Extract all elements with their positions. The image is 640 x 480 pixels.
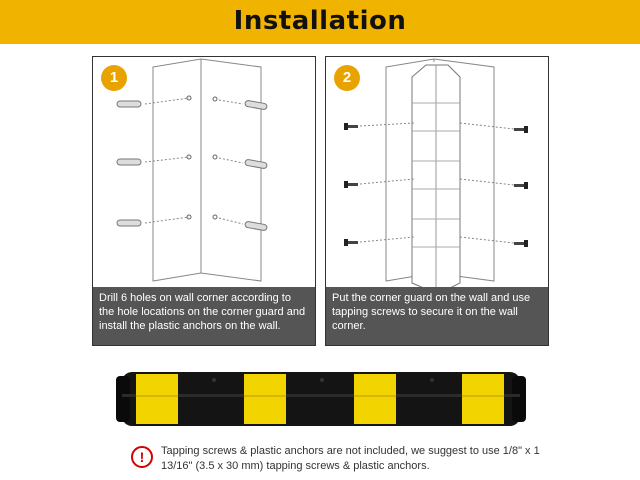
installation-note: Tapping screws & plastic anchors are not included, we suggest to use 1/8" x 1 13/16" (3.5 x 30 mm) tapping screws & plastic anchors. bbox=[161, 445, 540, 472]
step-2-panel bbox=[325, 56, 549, 346]
step-1-panel bbox=[92, 56, 316, 346]
reflective-stripe-4 bbox=[462, 374, 504, 424]
corner-guard-installed bbox=[412, 65, 460, 289]
reflective-stripe-2 bbox=[244, 374, 286, 424]
step-1-caption: Drill 6 holes on wall corner according to the hole locations on the corner guard and install the plastic anchors on the wall. bbox=[93, 287, 315, 345]
step-1-badge: 1 bbox=[101, 65, 127, 91]
exclamation-circle-icon: ! bbox=[131, 446, 153, 468]
step-2-caption: Put the corner guard on the wall and use tapping screws to secure it on the wall corner. bbox=[326, 287, 548, 345]
reflective-stripe-1 bbox=[136, 374, 178, 424]
page-title: Installation bbox=[233, 6, 407, 36]
drill-holes-diagram bbox=[93, 57, 316, 289]
corner-guard-product bbox=[116, 366, 526, 432]
title-box bbox=[82, 0, 558, 42]
step-2-badge: 2 bbox=[334, 65, 360, 91]
reflective-stripe-3 bbox=[354, 374, 396, 424]
install-guard-diagram bbox=[326, 57, 549, 289]
